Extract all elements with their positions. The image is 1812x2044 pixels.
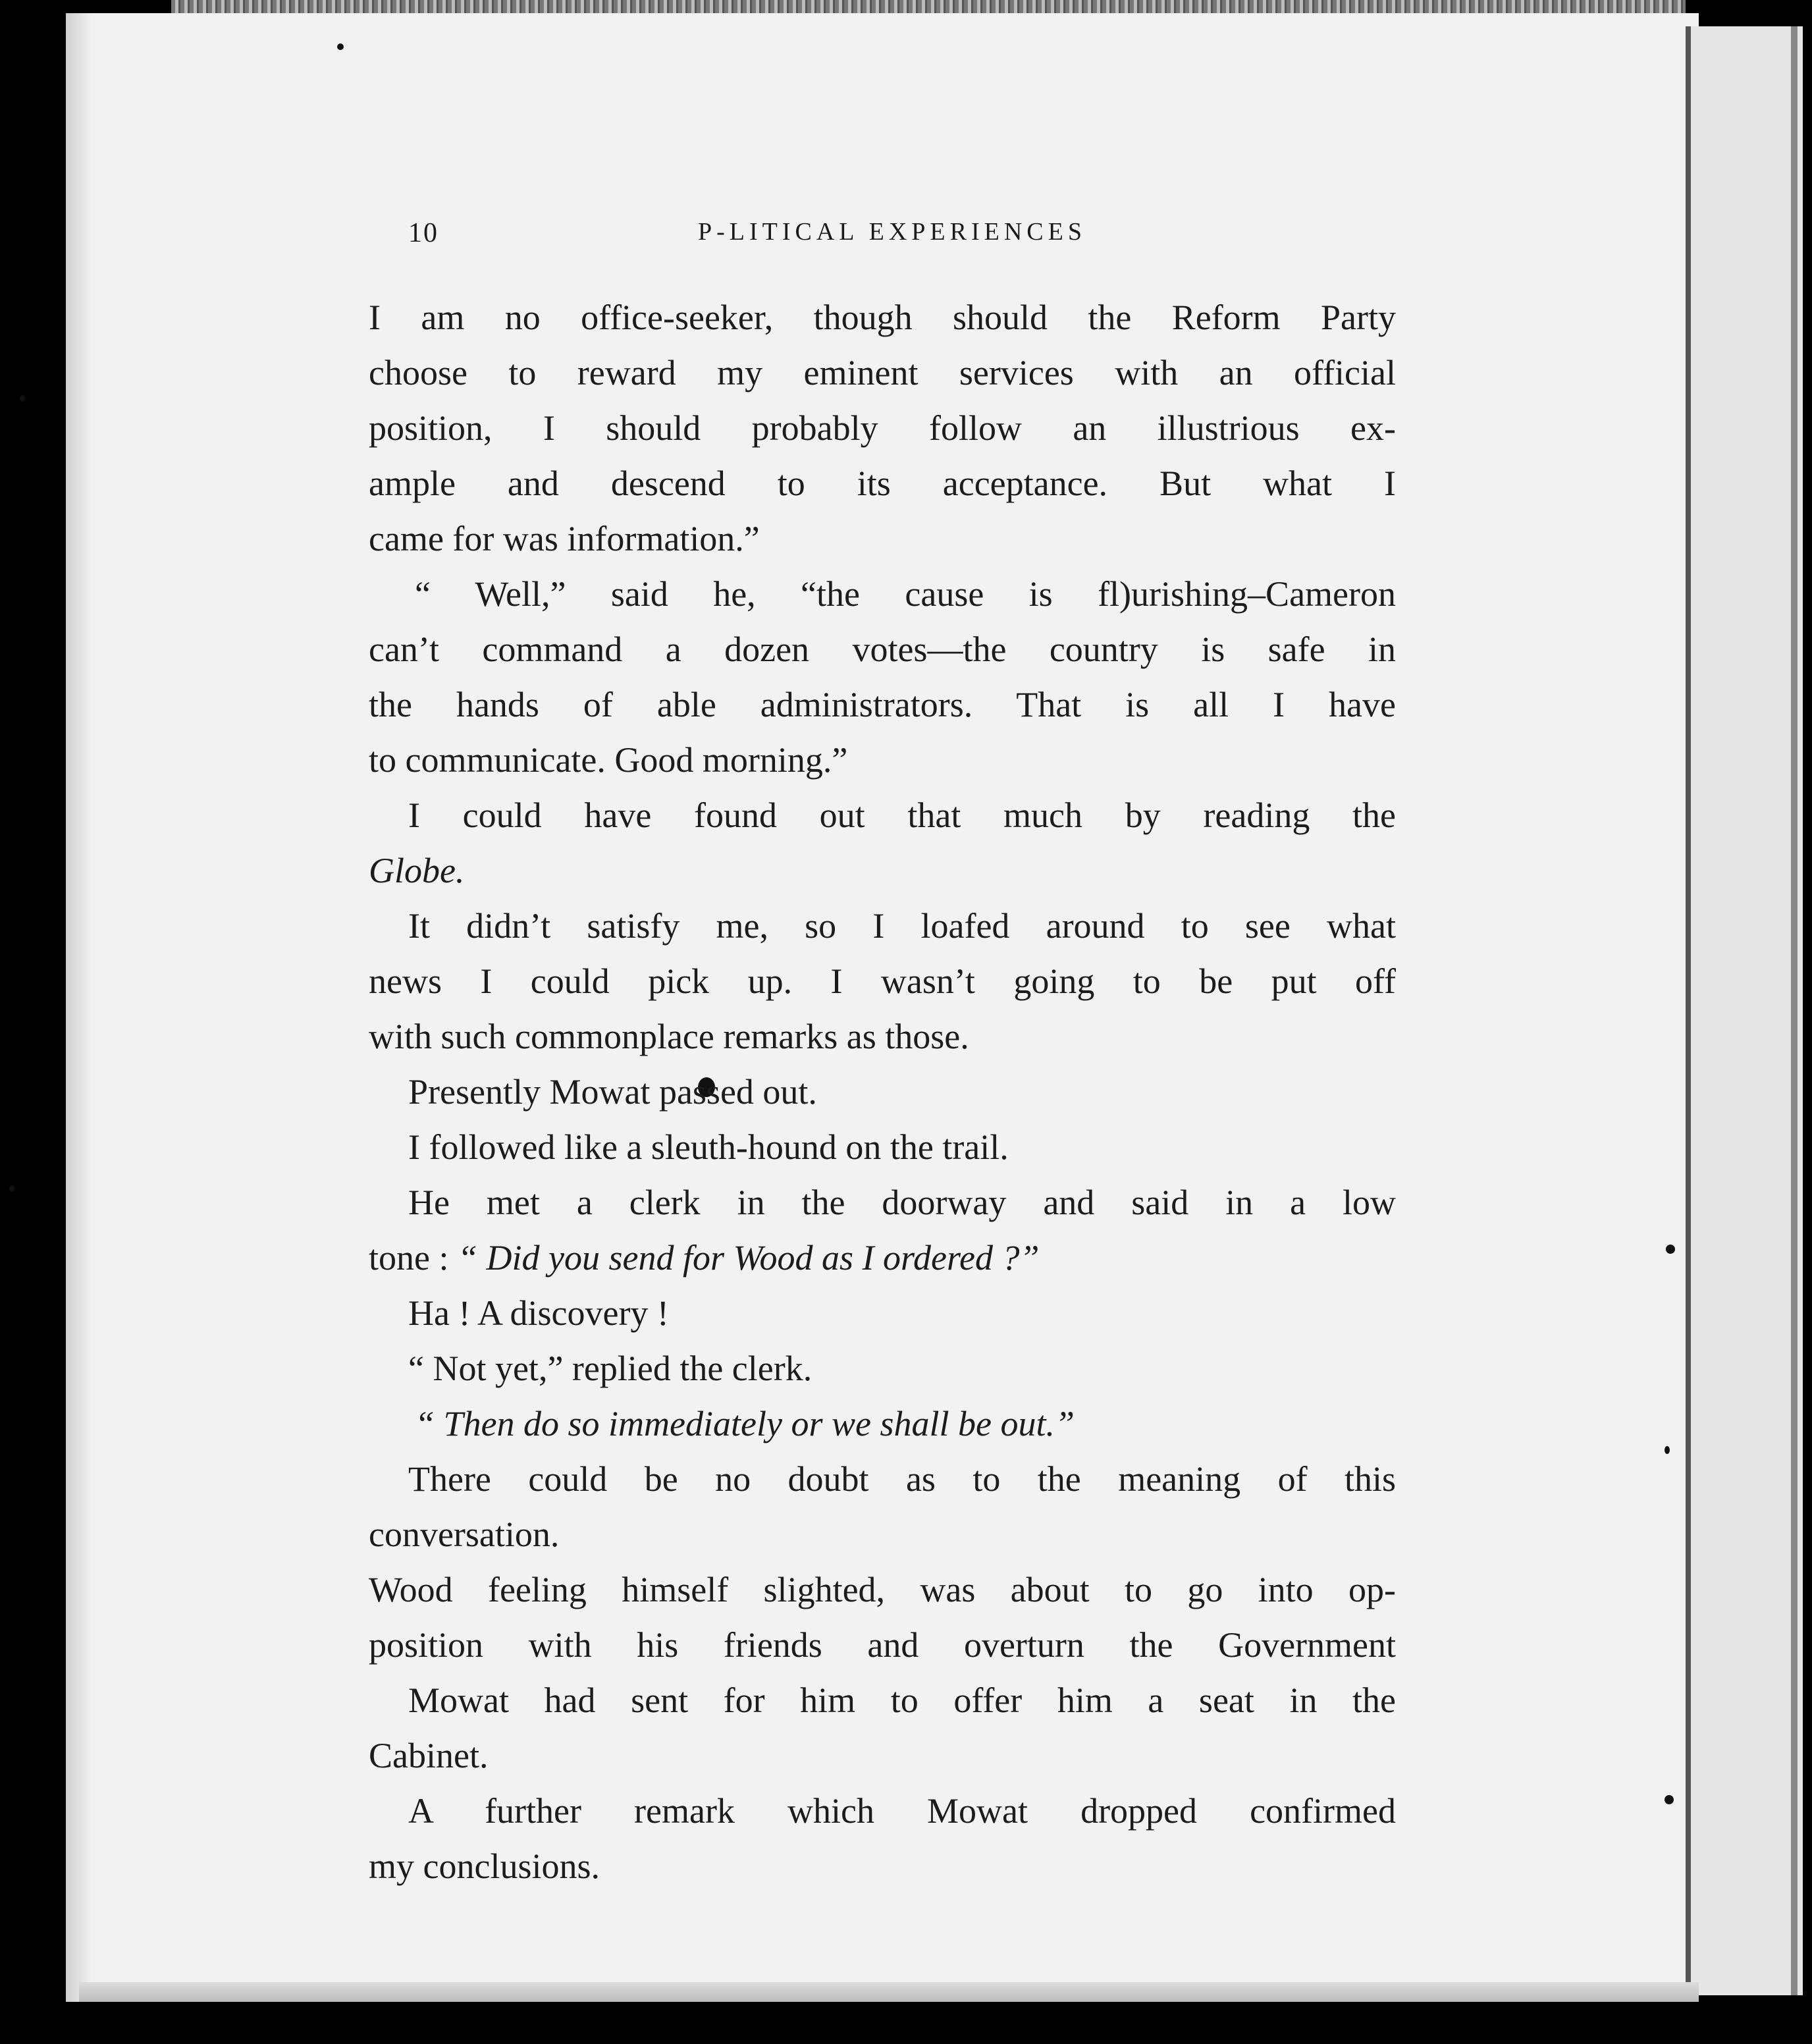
text-line-content: Ha ! A discovery ! [408, 1293, 669, 1333]
top-scan-edge [171, 0, 1686, 13]
text-line-content: Wood feeling himself slighted, was about to go into op- [369, 1570, 1396, 1609]
scan-speck [337, 43, 344, 50]
text-line-content: can’t command a dozen votes—the country is safe in [369, 630, 1396, 669]
text-line [369, 1451, 1396, 1507]
text-line [369, 1839, 1396, 1894]
page-number: 10 [408, 218, 439, 248]
text-line [369, 1728, 1396, 1783]
text-line-content: to communicate. Good morning.” [369, 740, 848, 780]
facing-page-edge [1686, 26, 1803, 1995]
text-line [369, 898, 1396, 954]
text-line-content: position, I should probably follow an illustrious ex- [369, 408, 1396, 448]
text-line [369, 1175, 1396, 1230]
text-line [369, 1396, 1396, 1451]
page-bottom-edge [79, 1982, 1699, 2002]
text-line [369, 1285, 1396, 1341]
text-line [369, 677, 1396, 732]
text-line [369, 843, 1396, 898]
text-line [369, 345, 1396, 400]
scan-speck [1665, 1446, 1670, 1454]
text-line-content: ample and descend to its acceptance. But what I [369, 464, 1396, 503]
text-line-content: conversation. [369, 1515, 560, 1554]
text-line [369, 954, 1396, 1009]
scan-speck [1666, 1245, 1675, 1254]
text-line-content: Mowat had sent for him to offer him a seat in the [408, 1681, 1396, 1720]
text-line-content: A further remark which Mowat dropped confirmed [408, 1791, 1396, 1831]
text-line-content: with such commonplace remarks as those. [369, 1017, 969, 1056]
text-line-content: Cabinet. [369, 1736, 489, 1775]
body-text [369, 290, 1396, 1894]
text-line-content: choose to reward my eminent services with an official [369, 353, 1396, 392]
text-line-content: Presently Mowat passed out. [408, 1072, 817, 1112]
text-line [369, 1562, 1396, 1617]
text-line-content: position with his friends and overturn the Government [369, 1625, 1396, 1665]
text-line [369, 456, 1396, 511]
text-line-content: Globe. [369, 851, 465, 890]
scan-speck [20, 395, 25, 402]
text-line-content: There could be no doubt as to the meaning of this [408, 1459, 1396, 1499]
italic-quote: “ Did you send for Wood as I ordered ?” [457, 1238, 1040, 1278]
text-line [369, 1119, 1396, 1175]
text-line-lead: tone : [369, 1238, 458, 1278]
page-header [408, 217, 1435, 257]
text-line [369, 400, 1396, 456]
text-line [369, 1009, 1396, 1064]
running-head: P‐LITICAL EXPERIENCES [698, 218, 1086, 246]
text-line [369, 622, 1396, 677]
text-line-content: I could have found out that much by reading the [408, 795, 1396, 835]
text-line-content: my conclusions. [369, 1846, 600, 1886]
italic-quote: “ Then do so immediately or we shall be out.” [415, 1404, 1075, 1443]
text-line [369, 511, 1396, 566]
scan-speck [1665, 1795, 1674, 1804]
text-line [369, 290, 1396, 345]
facing-page-border [1791, 26, 1798, 1995]
page-gutter-shadow [66, 13, 92, 2002]
text-line [369, 1673, 1396, 1728]
text-line [369, 1064, 1396, 1119]
text-line-content: It didn’t satisfy me, so I loafed around to see what [408, 906, 1396, 946]
text-line [369, 1230, 1396, 1285]
text-line-content: “ Not yet,” replied the clerk. [408, 1349, 813, 1388]
text-line-content: “ Well,” said he, “the cause is fl)urishing–Cameron [415, 574, 1396, 614]
text-line [369, 1341, 1396, 1396]
text-line [369, 1507, 1396, 1562]
text-line-content: came for was information.” [369, 519, 760, 558]
scan-speck [9, 1185, 14, 1192]
text-line-content: the hands of able administrators. That is all I have [369, 685, 1396, 724]
text-line [369, 788, 1396, 843]
text-line [369, 566, 1396, 622]
text-line [369, 1783, 1396, 1839]
text-line [369, 732, 1396, 788]
text-line [369, 1617, 1396, 1673]
text-line-content: I followed like a sleuth-hound on the trail. [408, 1127, 1009, 1167]
text-line-content: I am no office-seeker, though should the Reform Party [369, 298, 1396, 337]
text-line-content: news I could pick up. I wasn’t going to be put off [369, 961, 1396, 1001]
text-line-content: He met a clerk in the doorway and said in a low [408, 1183, 1396, 1222]
